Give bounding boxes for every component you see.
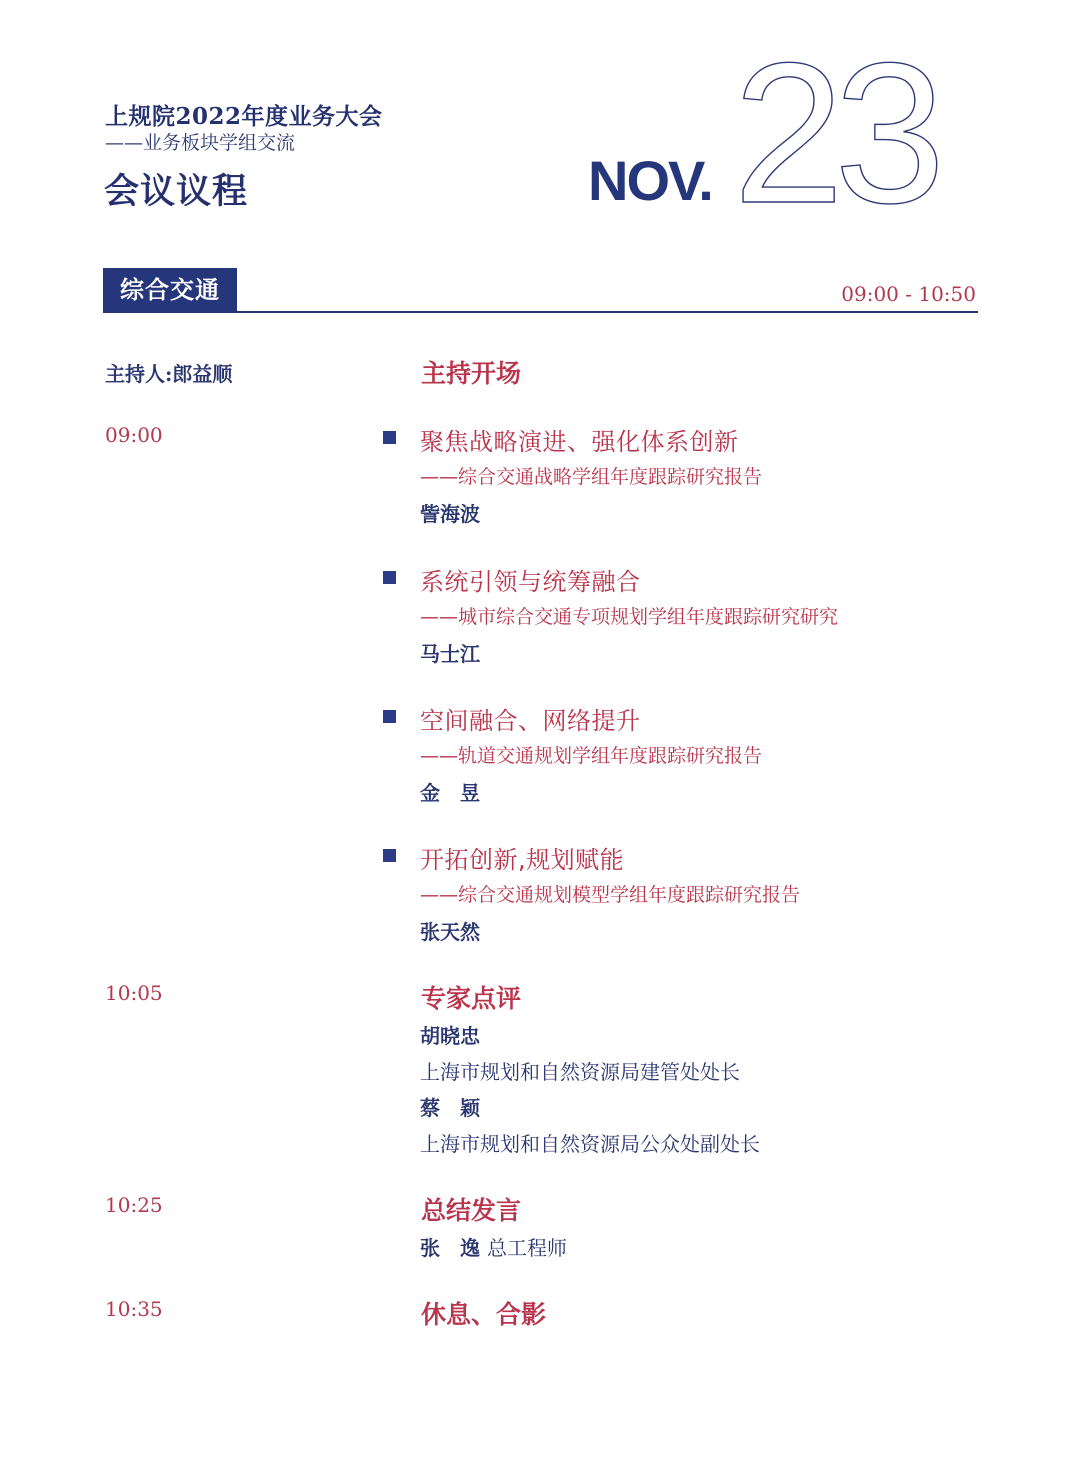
talk-title: 空间融合、网络提升: [420, 707, 641, 735]
section-divider: [103, 311, 978, 313]
date-graphic: [585, 46, 995, 216]
bullet-square-icon: [383, 431, 396, 444]
review-heading: 专家点评: [421, 984, 522, 1013]
review-time: 10:05: [105, 981, 163, 1005]
talk-subtitle: ——城市综合交通专项规划学组年度跟踪研究研究: [420, 606, 839, 628]
talk-title: 开拓创新,规划赋能: [420, 846, 625, 874]
talk-title: 聚焦战略演进、强化体系创新: [420, 428, 739, 456]
expert-name: 胡晓忠: [420, 1024, 480, 1048]
bullet-square-icon: [383, 571, 396, 584]
conference-title: 上规院2022年度业务大会: [105, 103, 383, 130]
talk-speaker: 张天然: [420, 920, 480, 944]
expert-role: 上海市规划和自然资源局建管处处长: [420, 1060, 740, 1084]
date-day: 23: [733, 46, 936, 216]
host-label: 主持人:郎益顺: [105, 362, 233, 386]
conference-subtitle: ——业务板块学组交流: [105, 132, 296, 154]
section-time-range: 09:00 - 10:50: [841, 282, 976, 306]
summary-speaker-name: 张 逸: [420, 1236, 480, 1260]
date-month: NOV.: [588, 149, 712, 212]
talk-speaker: 金 昱: [420, 781, 480, 805]
talk-title: 系统引领与统筹融合: [420, 568, 641, 596]
talks-time: 09:00: [105, 423, 163, 447]
talk-speaker: 马士江: [420, 642, 480, 666]
break-time: 10:35: [105, 1297, 163, 1321]
summary-heading: 总结发言: [421, 1196, 522, 1225]
expert-name: 蔡 颖: [420, 1096, 480, 1120]
talk-subtitle: ——综合交通规划模型学组年度跟踪研究报告: [420, 884, 801, 906]
summary-time: 10:25: [105, 1193, 163, 1217]
bullet-square-icon: [383, 710, 396, 723]
agenda-title: 会议议程: [104, 172, 249, 212]
expert-role: 上海市规划和自然资源局公众处副处长: [420, 1132, 760, 1156]
break-heading: 休息、合影: [421, 1300, 547, 1329]
talk-subtitle: ——综合交通战略学组年度跟踪研究报告: [420, 466, 763, 488]
talk-speaker: 訾海波: [420, 502, 480, 526]
host-heading: 主持开场: [421, 359, 522, 388]
talk-subtitle: ——轨道交通规划学组年度跟踪研究报告: [420, 745, 763, 767]
summary-speaker: [420, 1232, 567, 1261]
summary-speaker-role: 总工程师: [486, 1236, 567, 1260]
bullet-square-icon: [383, 849, 396, 862]
section-label: 综合交通: [103, 268, 237, 312]
